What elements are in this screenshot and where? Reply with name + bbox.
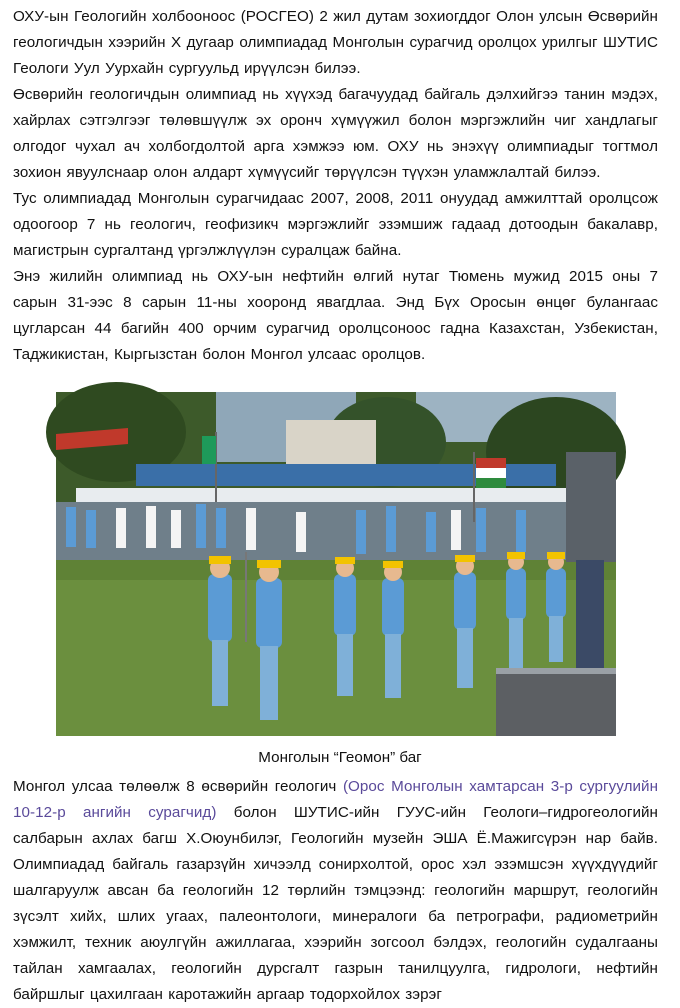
team-member xyxy=(506,552,526,670)
team-text-before: Монгол улсаа төлөөлж 8 өсвөрийн геологич xyxy=(13,778,343,795)
paragraph-past-participation: Тус олимпиадад Монголын сурагчидаас 2007, 2008, 2011 онуудад амжилттай оролцсож одоогоор 7 нь геологич, геофизикч мэргэжлийг эзэмшиж гадаад дотоодын бакалавр, магистрын сургалтанд үргэлжлүүлэн суралцаж байна. xyxy=(13,190,658,259)
paragraph-this-year: Энэ жилийн олимпиад нь ОХУ-ын нефтийн өлгий нутаг Тюмень мужид 2015 оны 7 сарын 31-ээс 8 сарын 11-ны хооронд явагдлаа. Энд Бүх Оросын өнцөг булангаас цугларсан 44 багийн 400 орчим сурагчид оролцсоноос гадна Казахстан, Узбекистан, Таджикистан, Кыргызстан болон Монгол улсаас оролцов. xyxy=(13,268,658,363)
paragraph-team-composition xyxy=(13,774,658,1008)
team-photo xyxy=(56,392,616,736)
team-member xyxy=(334,557,356,696)
stage xyxy=(496,672,616,736)
team-photo-illustration xyxy=(56,392,616,736)
flag-left xyxy=(202,436,216,464)
paragraph-intro: ОХУ-ын Геологийн холбооноос (РОСГЕО) 2 жил дутам зохиогддог Олон улсын Өсвөрийн геологичдын хээрийн Х дугаар олимпиадад Монголын сурагчид оролцох урилгыг ШУТИС Геологи Уул Уурхайн сургуульд ирүүлсэн билээ. xyxy=(13,8,658,77)
cameraman-legs xyxy=(576,560,604,670)
crowd-band xyxy=(56,502,616,562)
photo-caption: Монголын “Геомон” баг xyxy=(258,749,422,766)
paragraph-olympiad-purpose: Өсвөрийн геологичдын олимпиад нь хүүхэд багачуудад байгаль дэлхийгээ танин мэдэх, хайрлах сэтгэлгээг төлөвшүүлж эх оронч хүмүүжил болон мэргэжлийн чиг хандлагыг олгодог чухал ач холбогдолтой арга хэмжээ юм. ОХУ нь энэхүү олимпиадыг тогтмол зохион явуулснаар олон алдарт хүмүүсийг төрүүлсэн түүхэн уламжлалтай билээ. xyxy=(13,86,658,181)
team-member xyxy=(382,561,404,698)
flag-right-bottom xyxy=(476,478,506,488)
team-text-highlight: (Орос Монголын хамтарсан 3-р сургуулийн 10-12-р ангийн сурагчид) xyxy=(13,778,659,821)
cameraman xyxy=(566,452,616,562)
team-member xyxy=(454,555,476,688)
flag-right-top xyxy=(476,458,506,468)
team-text-after: болон ШУТИС-ийн ГУУС-ийн Геологи–гидрогеологийн салбарын ахлах багш Х.Оюунбилэг, Геологийн музейн ЭША Ё.Мажигсүрэн нар байв. Олимпиадад байгаль газарзүйн хичээлд сонирхолтой, орос хэл эзэмшсэн хүүхдүүдийг шалгаруулж авсан ба геологийн 12 төрлийн тэмцээнд: геологийн маршрут, геологийн зүсэлт хийх, шлих угаах, палеонтологи, минералоги ба петрографи, радиометрийн хэмжилт, техник аюулгүйн ажиллагаа, хээрийн зогсоол бэлдэх, геологийн судалгааны тайлан хамгаалах, геологийн дурсгалт газрын танилцуулга, гидрологи, нефтийн байршлыг цахилгаан каротажийн аргаар тодорхойлох зэрэг xyxy=(13,804,658,1003)
stage-rail xyxy=(496,668,616,674)
flag-right-middle xyxy=(476,468,506,478)
